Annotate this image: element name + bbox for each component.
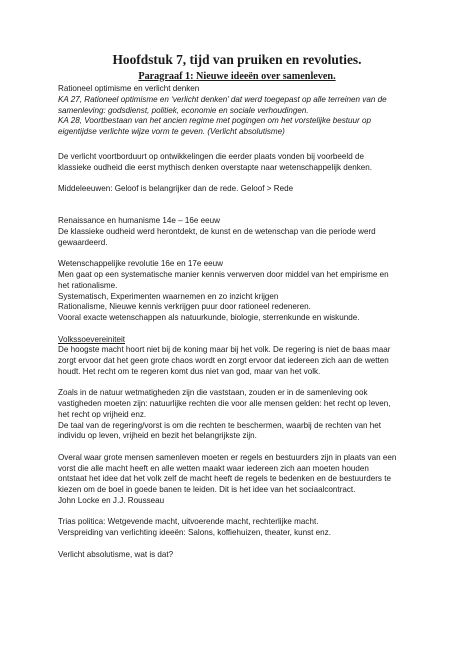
paragraph-line: vastigheden moeten zijn: natuurlijke rechten die voor alle mensen gelden: het recht op leven,: [58, 399, 391, 408]
paragraph-line: De hoogste macht hoort niet bij de koning maar bij het volk. De regering is niet de baas maar: [58, 345, 391, 355]
paragraph-line: De klassieke oudheid werd herontdekt, de kunst en de wetenschap van die periode werd: [58, 227, 376, 236]
document-body: [58, 84, 420, 560]
paragraph-line: Rationalisme, Nieuwe kennis verkrijgen puur door rationeel redeneren.: [58, 302, 311, 312]
ka-line: KA 28, Voortbestaan van het ancien regime met pogingen om het vorstelijke bestuur op: [58, 116, 371, 126]
question-line: Verlicht absolutisme, wat is dat?: [58, 549, 174, 559]
topic-heading: Renaissance en humanisme 14e – 16e eeuw: [58, 216, 220, 226]
paragraph-line: houdt. Het recht om te regeren komt dus niet van god, maar van het volk.: [58, 366, 321, 376]
paragraph-line: zorgt ervoor dat het geen grote chaos wordt en zorgt ervoor dat iedereen zich aan de wetten: [58, 356, 389, 365]
paragraph-line: Trias politica: Wetgevende macht, uitvoerende macht, rechterlijke macht.: [58, 517, 319, 527]
paragraph-line: individu op leven, vrijheid en bezit het belangrijkste zijn.: [58, 431, 257, 441]
paragraph-line: Vooral exacte wetenschappen als natuurkunde, biologie, sterrenkunde en wiskunde.: [58, 313, 360, 322]
paragraph-line: klassieke oudheid die eerst mythisch denken overstapte naar wetenschappelijk denken.: [58, 162, 373, 172]
paragraph-line: kiezen om de boel in goede banen te leiden. Dit is het idee van het sociaalcontract.: [58, 485, 356, 494]
topic-heading: Wetenschappelijke revolutie 16e en 17e eeuw: [58, 259, 223, 269]
section-subtitle: Paragraaf 1: Nieuwe ideeën over samenleven.: [138, 71, 336, 82]
topic-heading: Rationeel optimisme en verlicht denken: [58, 84, 200, 93]
paragraph-line: Systematisch, Experimenten waarnemen en zo inzicht krijgen: [58, 291, 279, 301]
topic-heading: Volkssoevereiniteit: [58, 334, 126, 344]
paragraph-line: Zoals in de natuur wetmatigheden zijn die vaststaan, zouden er in de samenleving ook: [58, 388, 368, 398]
paragraph-line: vorst die alle macht heeft en alle wetten maakt waar iedereen zich aan moeten houden: [58, 463, 369, 473]
paragraph-line: ontstaat het idee dat het volk zelf de macht heeft de regels te bedenken en de bestuurders te: [58, 474, 391, 484]
ka-line: eigentijdse verlichte wijze vorm te geven. (Verlicht absolutisme): [58, 127, 285, 136]
paragraph-line: het recht op vrijheid enz.: [58, 409, 147, 419]
ka-line: samenleving: godsdienst, politiek, economie en sociale verhoudingen.: [58, 105, 309, 115]
paragraph-line: het rationalisme.: [58, 280, 118, 290]
paragraph-line: Overal waar grote mensen samenleven moeten er regels en bestuurders zijn in plaats van een: [58, 452, 397, 462]
paragraph-line: De verlicht voortborduurt op ontwikkelingen die eerder plaats vonden bij voorbeeld de: [58, 151, 364, 161]
paragraph-line: Verspreiding van verlichting ideeën: Salons, koffiehuizen, theater, kunst enz.: [58, 528, 331, 537]
ka-line: KA 27, Rationeel optimisme en ‘verlicht denken’ dat werd toegepast op alle terreinen van de: [58, 94, 387, 104]
paragraph-line: Men gaat op een systematische manier kennis verwerven door middel van het empirisme en: [58, 270, 389, 279]
chapter-title: Hoofdstuk 7, tijd van pruiken en revoluties.: [112, 52, 362, 67]
paragraph-line: De taal van de regering/vorst is om die rechten te beschermen, waarbij de rechten van het: [58, 420, 382, 430]
paragraph-line: John Locke en J.J. Rousseau: [58, 495, 165, 505]
paragraph-line: gewaardeerd.: [58, 237, 108, 247]
paragraph-line: Middeleeuwen: Geloof is belangrijker dan de rede. Geloof > Rede: [58, 184, 294, 193]
